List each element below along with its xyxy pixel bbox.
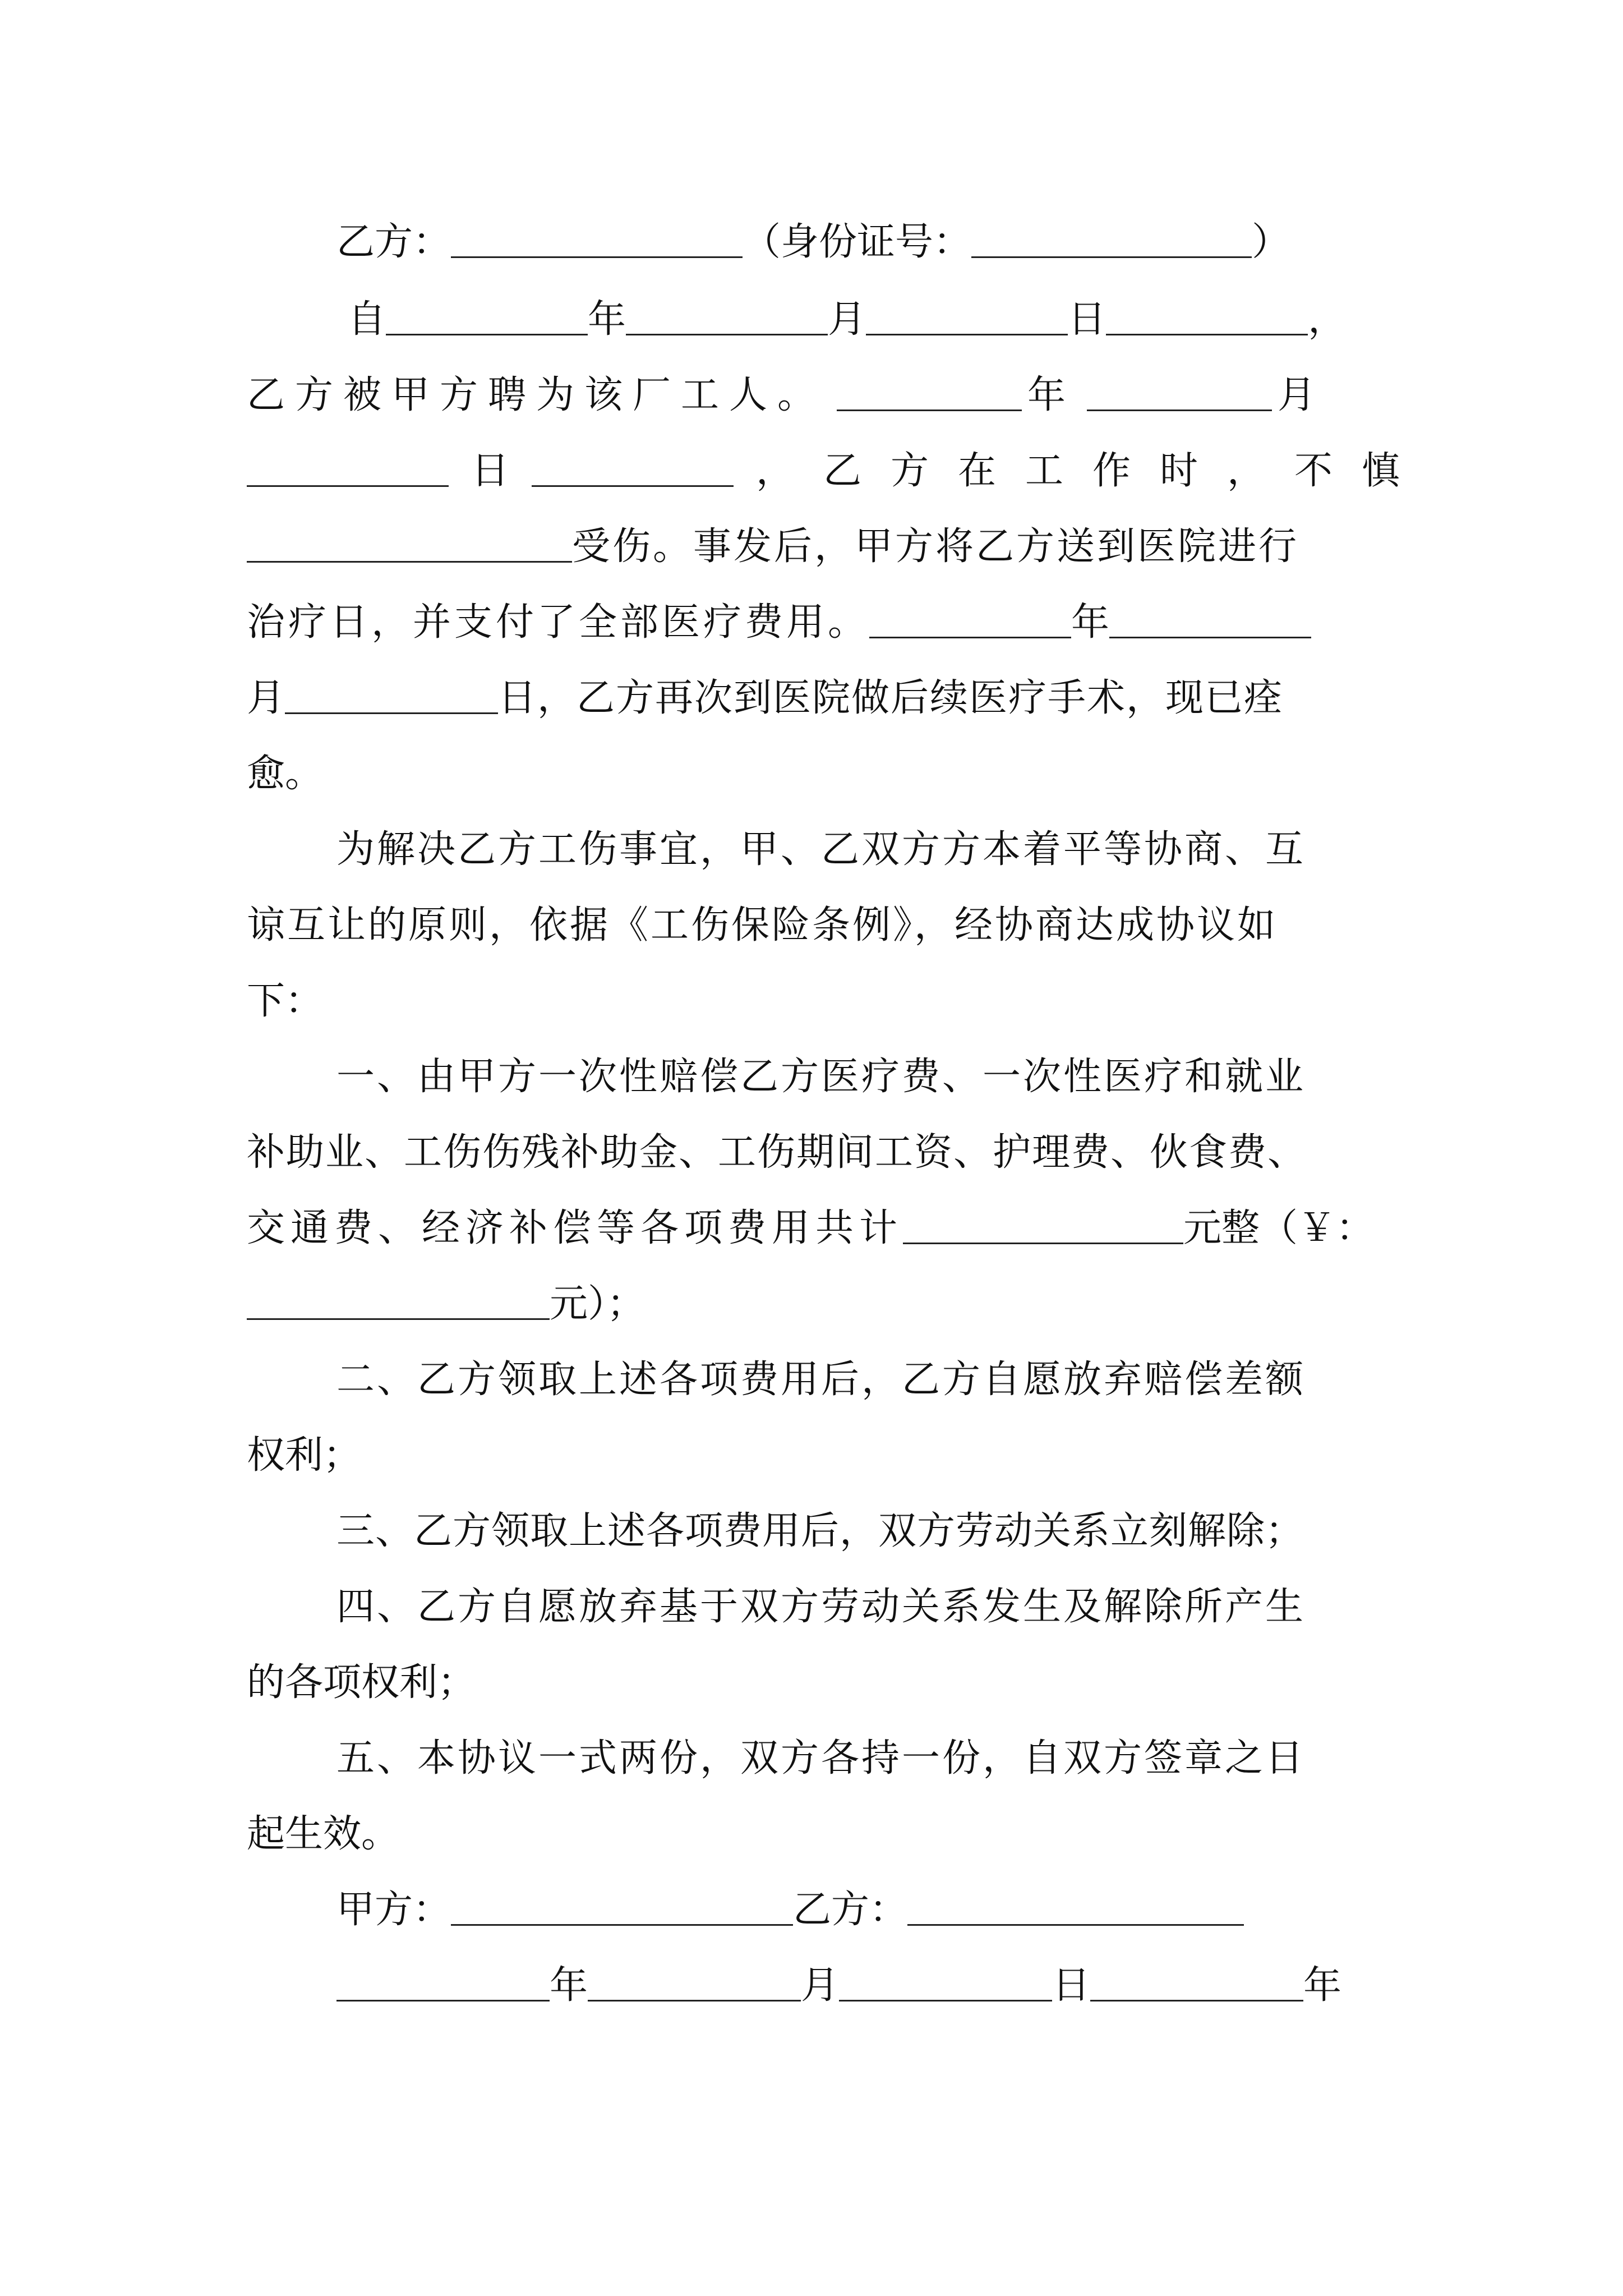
hire-extra-blank[interactable] <box>1106 302 1308 335</box>
injured-line <box>247 524 1299 569</box>
clause-1-line-3 <box>247 1206 1374 1251</box>
clause-3-line <box>336 1509 1304 1554</box>
injury-extra-blank[interactable] <box>532 454 734 487</box>
clause-4-text-1: 四、乙方自愿放弃基于双方劳动关系发生及解除所产生 <box>336 1585 1306 1629</box>
clause-4-line-2 <box>247 1660 476 1705</box>
party-b-name-blank[interactable] <box>451 225 743 258</box>
text-month: 月 <box>801 1963 840 2008</box>
injury-day-blank[interactable] <box>247 454 449 487</box>
text-year: 年 <box>1027 373 1076 417</box>
id-number-blank[interactable] <box>971 225 1252 258</box>
text-year: 年 <box>1071 600 1110 645</box>
signature-line <box>336 1888 1244 1932</box>
purpose-line-2 <box>247 903 1278 948</box>
hire-year-blank[interactable] <box>386 302 588 335</box>
text-year: 年 <box>550 1963 588 2008</box>
total-amount-blank[interactable] <box>903 1211 1183 1244</box>
clause-1-line-4 <box>247 1282 645 1327</box>
purpose-line-3 <box>247 979 323 1024</box>
clause-5-line-1 <box>336 1736 1306 1781</box>
clause-1-line-2 <box>247 1130 1307 1175</box>
clause-5-text-2: 起生效。 <box>247 1812 400 1856</box>
id-number-label: （身份证号： <box>743 220 972 264</box>
text-from: 自 <box>348 297 386 342</box>
clause-4-text-2: 的各项权利； <box>247 1660 476 1705</box>
party-b-label: 乙方： <box>336 220 451 264</box>
amount-suffix: 元整（￥： <box>1183 1206 1375 1250</box>
sign-date-line <box>336 1963 1341 2008</box>
clause-1-line-1 <box>336 1055 1306 1099</box>
clause-1-text-1: 一、由甲方一次性赔偿乙方医疗费、一次性医疗和就业 <box>336 1055 1306 1099</box>
injured-text: 受伤。事发后，甲方将乙方送到医院进行 <box>572 524 1299 569</box>
surgery-year-blank[interactable] <box>869 605 1071 638</box>
surgery-text: 日，乙方再次到医院做后续医疗手术，现已痊 <box>498 676 1284 720</box>
party-a-sign-label: 甲方： <box>336 1888 451 1932</box>
clause-3-text: 三、乙方领取上述各项费用后，双方劳动关系立刻解除； <box>336 1509 1304 1553</box>
hired-line <box>247 373 1326 418</box>
hired-text: 乙方被甲方聘为该厂工人。 <box>247 373 826 417</box>
purpose-text-3: 下： <box>247 979 324 1023</box>
text-month: 月 <box>247 676 285 720</box>
surgery-line <box>247 676 1283 721</box>
hire-month-blank[interactable] <box>626 302 828 335</box>
injury-month-blank[interactable] <box>1087 378 1272 411</box>
text-comma: ， <box>1308 297 1347 342</box>
text-month: 月 <box>1278 373 1326 417</box>
clause-4-line-1 <box>336 1585 1306 1630</box>
party-a-sign-blank[interactable] <box>451 1893 793 1926</box>
party-b-sign-blank[interactable] <box>907 1893 1244 1926</box>
party-b-line <box>336 220 1290 265</box>
purpose-text-1: 为解决乙方工伤事宜，甲、乙双方方本着平等协商、互 <box>336 827 1306 872</box>
text-year-2: 年 <box>1303 1963 1342 2008</box>
clause-5-text-1: 五、本协议一式两份，双方各持一份，自双方签章之日 <box>336 1736 1306 1780</box>
sign-extra-blank[interactable] <box>1090 1968 1303 2001</box>
surgery-month-blank[interactable] <box>285 681 498 714</box>
text-day: 日 <box>1052 1963 1091 2008</box>
text-day: 日 <box>471 449 510 493</box>
purpose-line-1 <box>336 827 1306 872</box>
clause-2-text-1: 二、乙方领取上述各项费用后，乙方自愿放弃赔偿差额 <box>336 1358 1306 1402</box>
clause-2-text-2: 权利； <box>247 1433 362 1478</box>
clause-5-line-2 <box>247 1812 399 1857</box>
yuan-close: 元）； <box>550 1282 645 1326</box>
text-day: 日 <box>1068 297 1106 342</box>
injury-day-line <box>247 449 1429 494</box>
sign-day-blank[interactable] <box>839 1968 1052 2001</box>
treatment-line <box>247 600 1311 645</box>
sign-month-blank[interactable] <box>588 1968 801 2001</box>
text-month: 月 <box>828 297 866 342</box>
id-number-close: ） <box>1252 220 1290 264</box>
healed-text: 愈。 <box>247 752 324 796</box>
clause-2-line-1 <box>336 1358 1306 1402</box>
hire-date-line <box>348 297 1346 342</box>
party-b-sign-label: 乙方： <box>793 1888 908 1932</box>
text-year: 年 <box>588 297 626 342</box>
sign-year-blank[interactable] <box>336 1968 550 2001</box>
purpose-text-2: 谅互让的原则，依据《工伤保险条例》，经协商达成协议如 <box>247 903 1278 947</box>
amount-figure-blank[interactable] <box>247 1287 550 1320</box>
healed-line <box>247 752 323 797</box>
surgery-year-extra-blank[interactable] <box>1109 605 1311 638</box>
clause-1-text-2: 补助业、工伤伤残补助金、工伤期间工资、护理费、伙食费、 <box>247 1130 1307 1175</box>
hire-day-blank[interactable] <box>866 302 1068 335</box>
clause-2-line-2 <box>247 1433 361 1478</box>
injury-cause-blank[interactable] <box>247 530 572 563</box>
treatment-text: 治疗日，并支付了全部医疗费用。 <box>247 600 870 645</box>
clause-1-text-3: 交通费、经济补偿等各项费用共计 <box>247 1206 903 1250</box>
at-work-text: ，乙方在工作时，不慎 <box>756 449 1430 493</box>
injury-year-blank[interactable] <box>837 378 1022 411</box>
